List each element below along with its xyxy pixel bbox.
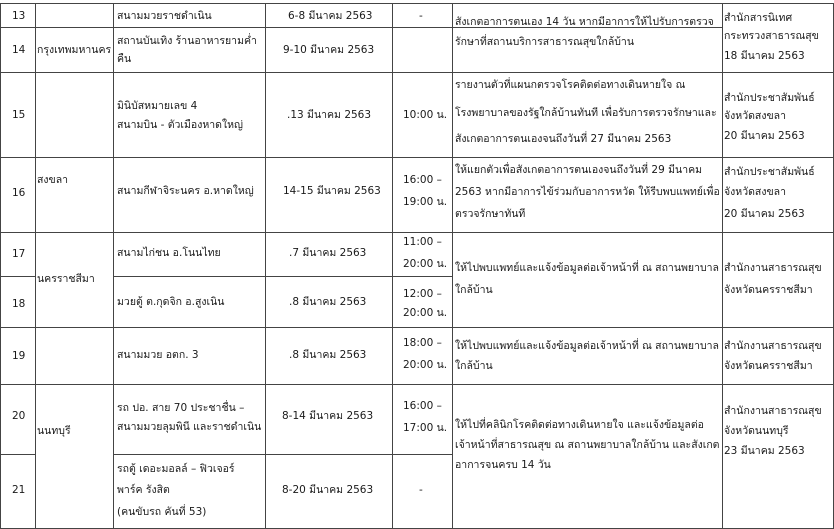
rule <box>0 384 834 385</box>
advice: สังเกตอาการตนเองจนถึงวันที่ 27 มีนาคม 2563 <box>455 133 672 145</box>
source: 20 มีนาคม 2563 <box>724 208 805 220</box>
place: (คนขับรถ คันที่ 53) <box>117 506 207 518</box>
row-number: 16 <box>12 187 26 199</box>
source: จังหวัดนนทบุรี <box>724 425 789 437</box>
place: มวยตู้ ต.กุดจิก อ.สูงเนิน <box>117 296 225 308</box>
time: 11:00 – <box>403 236 442 248</box>
date: 14-15 มีนาคม 2563 <box>283 185 381 197</box>
time: 17:00 น. <box>403 422 448 434</box>
advice: ให้ไปพบแพทย์และแจ้งข้อมูลต่อเจ้าหน้าที่ ณ สถานพยาบาล <box>455 262 719 274</box>
advice: โรงพยาบาลของรัฐใกล้บ้านทันที เพื่อรับการตรวจรักษาและ <box>455 107 717 119</box>
date: .7 มีนาคม 2563 <box>289 247 367 259</box>
province-nakhon: นครราชสีมา <box>37 273 95 285</box>
time: 16:00 – <box>403 174 442 186</box>
rule <box>113 3 114 529</box>
place: สนามกีฬาจิระนคร อ.หาดใหญ่ <box>117 185 254 197</box>
rule <box>265 3 266 529</box>
source: สำนักสารนิเทศ <box>724 12 793 24</box>
place: สนามมวยลุมพินี และราชดำเนิน <box>117 421 262 433</box>
advice: 2563 หากมีอาการไข้ร่วมกับอาการหวัด ให้รีบพบแพทย์เพื่อ <box>455 186 720 198</box>
row-number: 19 <box>12 350 26 362</box>
time: - <box>419 10 423 22</box>
time: 18:00 – <box>403 337 442 349</box>
rule <box>392 3 393 529</box>
advice: รักษาที่สถานบริการสาธารณสุขใกล้บ้าน <box>455 36 635 48</box>
date: 8-20 มีนาคม 2563 <box>282 484 374 496</box>
time: 20:00 น. <box>403 258 448 270</box>
time: 10:00 น. <box>403 109 448 121</box>
rule <box>35 3 36 529</box>
source: 23 มีนาคม 2563 <box>724 445 805 457</box>
source: จังหวัดนครราชสีมา <box>724 284 813 296</box>
rule <box>113 276 452 277</box>
rule <box>722 3 723 529</box>
source: สำนักงานสาธารณสุข <box>724 405 822 417</box>
rule <box>0 276 35 277</box>
advice: ให้ไปที่คลินิกโรคติดต่อทางเดินหายใจ และแจ้งข้อมูลต่อ <box>455 419 704 431</box>
place: สนามบิน - ตัวเมืองหาดใหญ่ <box>117 119 243 131</box>
place: พาร์ค รังสิต <box>117 484 170 496</box>
advice: สังเกตอาการตนเอง 14 วัน หากมีอาการให้ไปรับการตรวจ <box>455 16 714 28</box>
row-number: 21 <box>12 484 26 496</box>
place: สนามมวยราชดำเนิน <box>117 10 212 22</box>
rule <box>0 327 834 328</box>
source: จังหวัดสงขลา <box>724 110 786 122</box>
advice: ใกล้บ้าน <box>455 284 493 296</box>
advice: ให้แยกตัวเพื่อสังเกตอาการตนเองจนถึงวันที่ 29 มีนาคม <box>455 164 703 176</box>
place: สถานบันเทิง ร้านอาหารยามค่ำ <box>117 35 257 47</box>
rule <box>113 454 452 455</box>
advice: รายงานตัวที่แผนกตรวจโรคติดต่อทางเดินหายใจ ณ <box>455 79 686 91</box>
source: สำนักประชาสัมพันธ์ <box>724 92 815 104</box>
date: .13 มีนาคม 2563 <box>287 109 372 121</box>
time: 16:00 – <box>403 400 442 412</box>
source: สำนักประชาสัมพันธ์ <box>724 166 815 178</box>
place: สนามมวย อตก. 3 <box>117 349 199 361</box>
province-bangkok: กรุงเทพมหานคร <box>37 44 112 56</box>
rule <box>0 157 834 158</box>
row-number: 20 <box>12 410 26 422</box>
place: รถตู้ เดอะมอลล์ – ฟิวเจอร์ <box>117 463 235 475</box>
source: สำนักงานสาธารณสุข <box>724 340 822 352</box>
time: 19:00 น. <box>403 196 448 208</box>
time: 20:00 น. <box>403 307 448 319</box>
row-number: 13 <box>12 10 26 22</box>
time: 20:00 น. <box>403 359 448 371</box>
date: 9-10 มีนาคม 2563 <box>283 44 375 56</box>
source: กระทรวงสาธารณสุข <box>724 30 819 42</box>
place: มินิบัสหมายเลข 4 <box>117 100 198 112</box>
date: 8-14 มีนาคม 2563 <box>282 410 374 422</box>
rule <box>0 454 35 455</box>
source: 20 มีนาคม 2563 <box>724 130 805 142</box>
place: สนามไก่ชน อ.โนนไทย <box>117 247 221 259</box>
advice: อาการจนครบ 14 วัน <box>455 459 551 471</box>
date: .8 มีนาคม 2563 <box>289 349 367 361</box>
province-nonthaburi: นนทบุรี <box>37 425 71 437</box>
place: รถ ปอ. สาย 70 ประชาชื่น – <box>117 402 245 414</box>
rule <box>452 3 453 529</box>
rule <box>0 3 1 529</box>
source: สำนักงานสาธารณสุข <box>724 262 822 274</box>
source: จังหวัดสงขลา <box>724 186 786 198</box>
advice: ใกล้บ้าน <box>455 360 493 372</box>
row-number: 14 <box>12 44 26 56</box>
time: 12:00 – <box>403 288 442 300</box>
place: คืน <box>117 53 132 65</box>
source: 18 มีนาคม 2563 <box>724 50 805 62</box>
time: - <box>419 484 423 496</box>
rule <box>0 72 834 73</box>
row-number: 18 <box>12 298 26 310</box>
row-number: 15 <box>12 109 26 121</box>
row-number: 17 <box>12 248 26 260</box>
advice: ตรวจรักษาทันที <box>455 208 526 220</box>
date: 6-8 มีนาคม 2563 <box>288 10 373 22</box>
province-songkhla: สงขลา <box>37 174 69 186</box>
source: จังหวัดนครราชสีมา <box>724 360 813 372</box>
advice: ให้ไปพบแพทย์และแจ้งข้อมูลต่อเจ้าหน้าที่ ณ สถานพยาบาล <box>455 340 719 352</box>
advice: เจ้าหน้าที่สาธารณสุข ณ สถานพยาบาลใกล้บ้าน และสังเกต <box>455 439 720 451</box>
date: .8 มีนาคม 2563 <box>289 296 367 308</box>
rule <box>0 3 834 4</box>
